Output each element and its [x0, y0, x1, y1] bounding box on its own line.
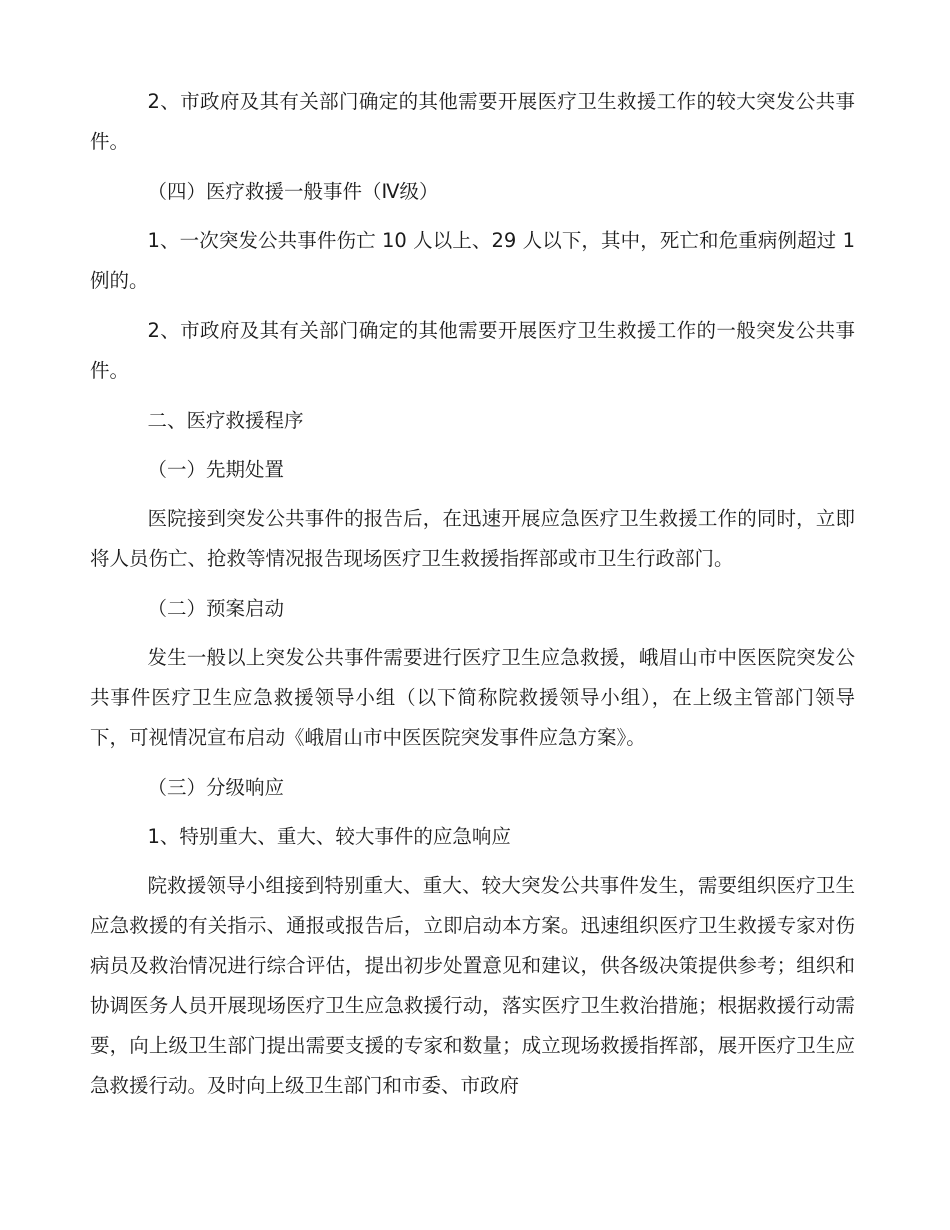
paragraph: 2、市政府及其有关部门确定的其他需要开展医疗卫生救援工作的一般突发公共事件。 — [90, 319, 855, 382]
section-heading: 二、医疗救援程序 — [147, 409, 304, 432]
subsection-heading: （三）分级响应 — [147, 776, 285, 799]
paragraph: 医院接到突发公共事件的报告后，在迅速开展应急医疗卫生救援工作的同时，立即将人员伤亡、抢救等情况报告现场医疗卫生救援指挥部或市卫生行政部门。 — [90, 507, 855, 570]
paragraph: 发生一般以上突发公共事件需要进行医疗卫生应急救援，峨眉山市中医医院突发公共事件医疗卫生应急救援领导小组（以下简称院救援领导小组），在上级主管部门领导下，可视情况宣布启动《峨眉山市中医医院突发事件应急方案》。 — [90, 646, 855, 749]
paragraph: 1、一次突发公共事件伤亡 10 人以上、29 人以下，其中，死亡和危重病例超过 1 例的。 — [90, 229, 855, 292]
item-heading: 1、特别重大、重大、较大事件的应急响应 — [147, 825, 511, 848]
section-heading: （四）医疗救援一般事件（Ⅳ级） — [147, 180, 439, 203]
paragraph: 院救援领导小组接到特别重大、重大、较大突发公共事件发生，需要组织医疗卫生应急救援的有关指示、通报或报告后，立即启动本方案。迅速组织医疗卫生救援专家对伤病员及救治情况进行综合评估，提出初步处置意见和建议，供各级决策提供参考；组织和协调医务人员开展现场医疗卫生应急救援行动，落实医疗卫生救治措施；根据救援行动需要，向上级卫生部门提出需要支援的专家和数量；成立现场救援指挥部，展开医疗卫生应急救援行动。及时向上级卫生部门和市委、市政府 — [90, 874, 855, 1097]
subsection-heading: （二）预案启动 — [147, 597, 285, 620]
paragraph: 2、市政府及其有关部门确定的其他需要开展医疗卫生救援工作的较大突发公共事件。 — [90, 90, 855, 153]
subsection-heading: （一）先期处置 — [147, 458, 285, 481]
document-body — [90, 82, 855, 1116]
